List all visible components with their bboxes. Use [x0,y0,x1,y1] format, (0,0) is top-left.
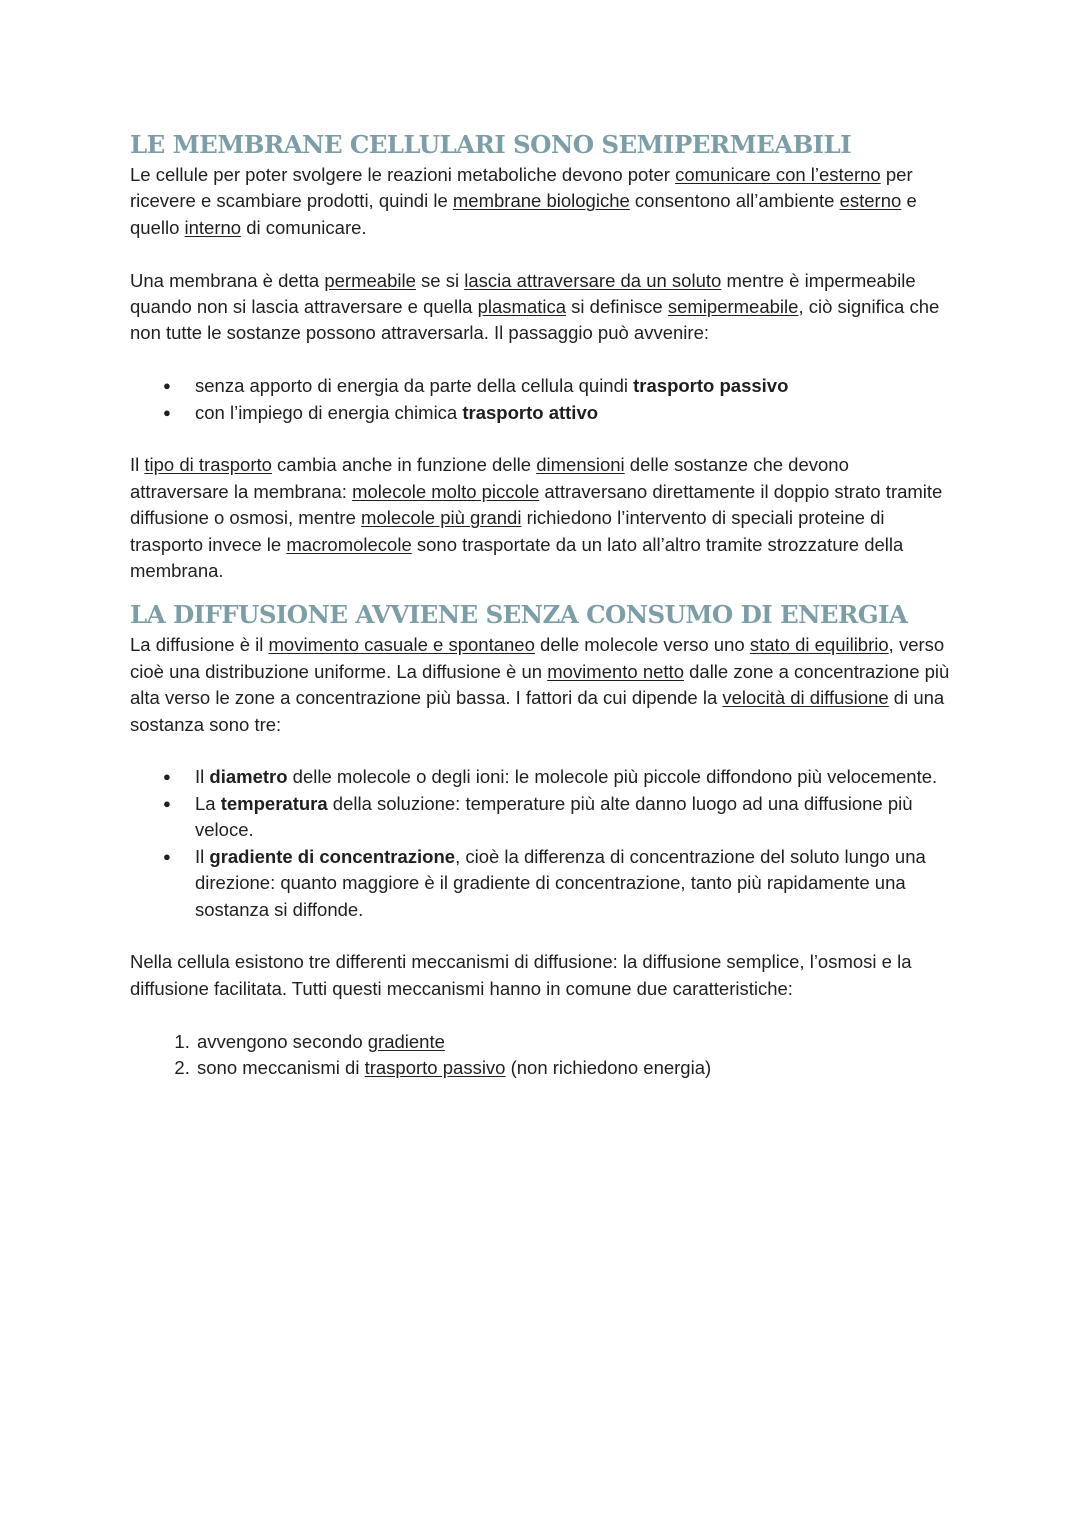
underlined-term: membrane biologiche [452,190,630,212]
list-item: ● Il gradiente di concentrazione, cioè la differenza di concentrazione del soluto lungo una direzione: quanto maggiore è il gradiente di concentrazione, tanto più rapidamente una sostanza si diffonde. [195,844,950,923]
list-item: ● Il diametro delle molecole o degli ioni: le molecole più piccole diffondono più velocemente. [195,764,950,790]
transport-type-list [130,373,950,426]
underlined-term: interno [184,216,242,238]
characteristics-list [130,1029,950,1082]
underlined-term: molecole più grandi [361,507,522,529]
underlined-term: permeabile [324,269,416,291]
paragraph-diffusion: La diffusione è il movimento casuale e spontaneo delle molecole verso uno stato di equilibrio, verso cioè una distribuzione uniforme. La diffusione è un movimento netto dalle zone a concentrazione più alta verso le zone a concentrazione più bassa. I fattori da cui dipende la velocità di diffusione di una sostanza sono tre: [130,634,950,735]
paragraph-permeability: Una membrana è detta permeabile se si lascia attraversare da un soluto mentre è impermeabile quando non si lascia attraversare e quella plasmatica si definisce semipermeabile, ciò significa che non tutte le sostanze possono attraversarla. Il passaggio può avvenire: [130,269,940,344]
underlined-term: semipermeabile [667,296,799,318]
list-item: 1. avvengono secondo gradiente [195,1029,950,1055]
paragraph-mechanisms: Nella cellula esistono tre differenti meccanismi di diffusione: la diffusione semplice, l’osmosi e la diffusione facilitata. Tutti questi meccanismi hanno in comune due caratteristiche: [130,951,912,999]
underlined-term: movimento netto [547,660,684,682]
underlined-term: stato di equilibrio [749,634,889,656]
underlined-term: movimento casuale e spontaneo [268,634,535,656]
document-page [130,128,950,1081]
underlined-term: gradiente [367,1030,445,1052]
section-title-membranes: LE MEMBRANE CELLULARI SONO SEMIPERMEABILI [130,130,852,159]
list-item: 2. sono meccanismi di trasporto passivo (non richiedono energia) [195,1055,950,1081]
underlined-term: comunicare con l’esterno [675,164,881,185]
paragraph-transport-size: Il tipo di trasporto cambia anche in funzione delle dimensioni delle sostanze che devono attraversare la membrana: molecole molto piccole attraversano direttamente il doppio strato tramite diffusione o osmosi, mentre molecole più grandi richiedono l’intervento di speciali proteine di trasporto invece le macromolecole sono trasportate da un lato all’altro tramite strozzature della membrana. [130,454,943,582]
list-item: ● La temperatura della soluzione: temperature più alte danno luogo ad una diffusione più veloce. [195,791,950,844]
paragraph-communication: Le cellule per poter svolgere le reazioni metaboliche devono poter comunicare con l’esterno per ricevere e scambiare prodotti, quindi le membrane biologiche consentono all’ambiente esterno e quello interno di comunicare. [130,164,917,238]
underlined-term: tipo di trasporto [144,454,272,476]
underlined-term: dimensioni [536,454,625,476]
underlined-term: trasporto passivo [364,1056,506,1078]
list-item: ● con l’impiego di energia chimica trasporto attivo [195,400,950,426]
section-title-diffusion: LA DIFFUSIONE AVVIENE SENZA CONSUMO DI ENERGIA [130,600,908,630]
underlined-term: macromolecole [286,533,412,555]
underlined-term: molecole molto piccole [352,480,540,502]
underlined-term: lascia attraversare da un soluto [464,269,722,291]
underlined-term: plasmatica [477,296,567,318]
list-item: ● senza apporto di energia da parte della cellula quindi trasporto passivo [195,373,950,399]
diffusion-factors-list [130,764,950,922]
underlined-term: esterno [839,190,902,212]
underlined-term: velocità di diffusione [722,687,889,709]
